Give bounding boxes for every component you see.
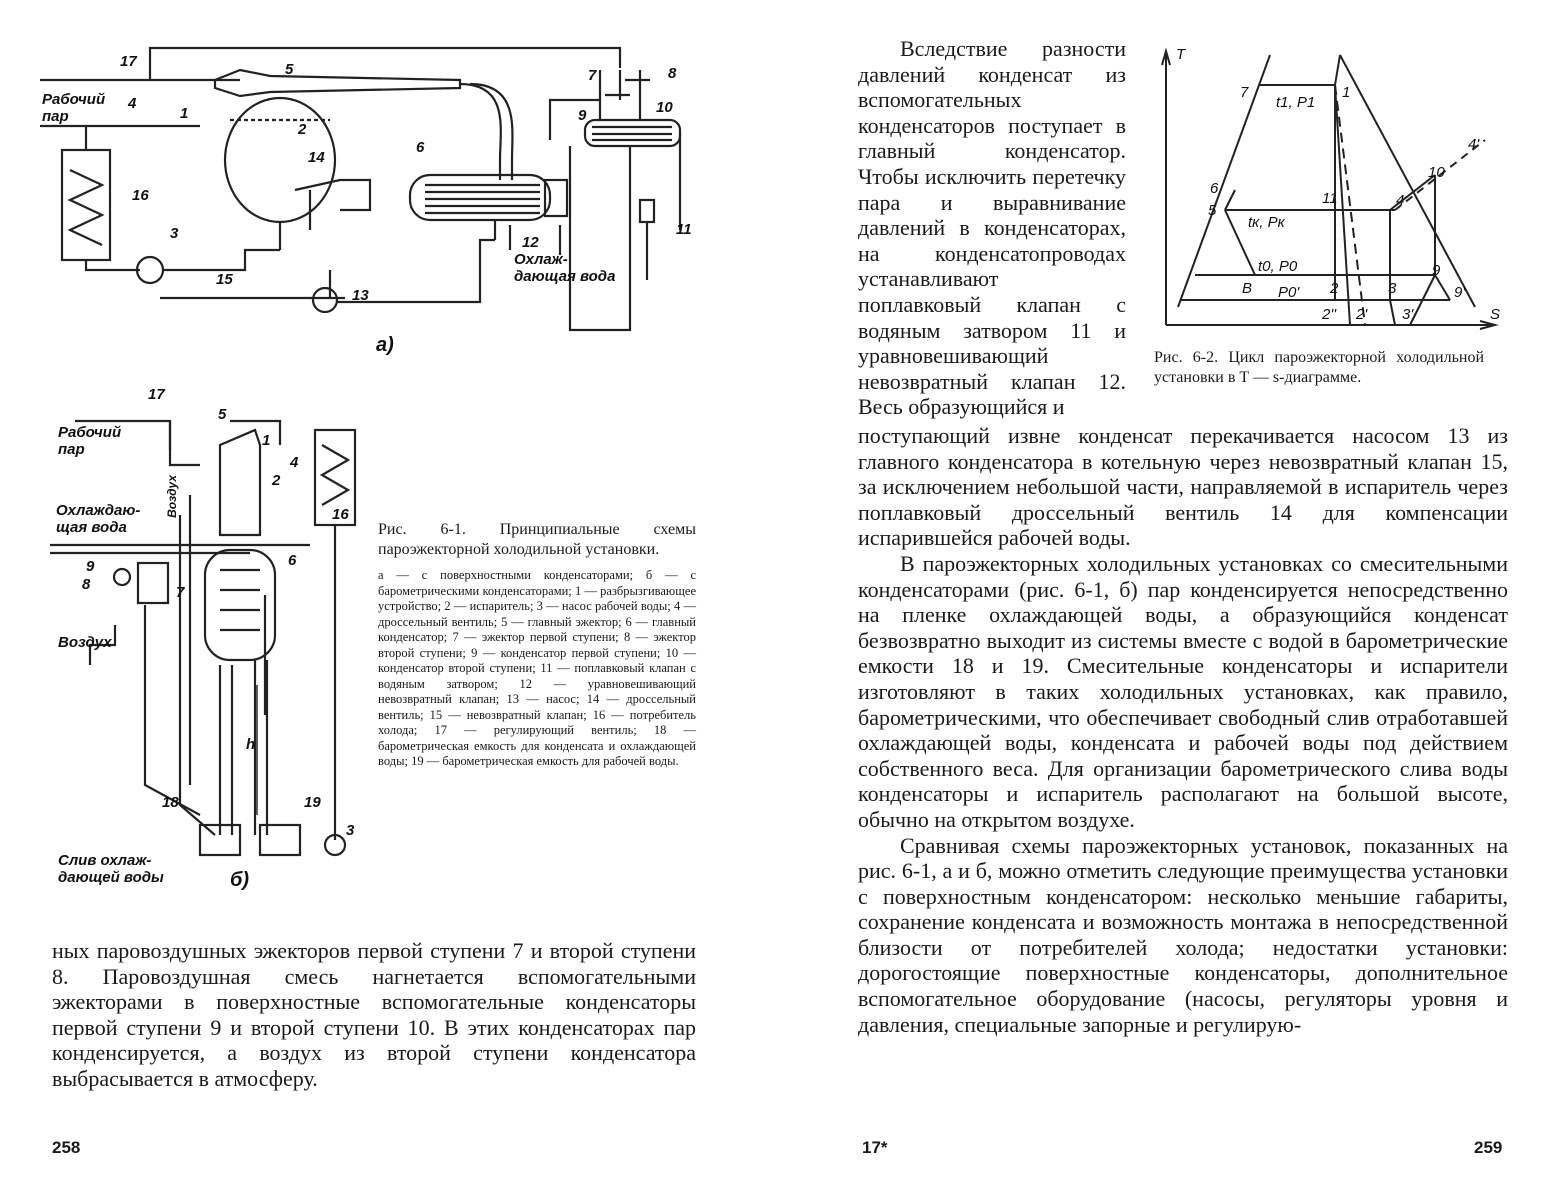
label-7: 7 — [588, 67, 597, 84]
figure-6-2-caption — [1154, 348, 1484, 388]
caption-title: Рис. 6-1. Принципиальные схемы пароэжекторной холодильной установки. — [378, 521, 696, 558]
fig2-caption-text: Рис. 6-2. Цикл пароэжекторной холодильной установки в T — s-диаграмме. — [1154, 349, 1484, 386]
figure-6-2 — [1150, 45, 1510, 345]
label-10: 10 — [656, 99, 673, 116]
ts-label-3: 3 — [1388, 280, 1397, 297]
figure-6-1a — [40, 40, 700, 370]
ts-label-P0p: P0' — [1278, 284, 1300, 301]
caption-legend: а — с поверхностными конденсаторами; б — с барометрическими конденсаторами; 1 — разбрызгивающее устройство; 2 — испаритель; 3 — насос рабочей воды; 4 — дроссельный вентиль; 5 — главный эжектор; 6 — главный конденсатор; 7 — эжектор первой ступени; 8 — эжектор второй ступени; 9 — конденсатор первой ступени; 10 — конденсатор второй ступени; 11 — поплавковый клапан с водяным затвором; 12 — уравновешивающий невозвратный клапан; 13 — насос; 14 — дроссельный вентиль; 15 — невозвратный клапан; 16 — потребитель холода; 17 — регулирующий вентиль; 18 — барометрическая емкость для конденсата и охлаждающей воды; 19 — барометрическая емкость для рабочей воды. — [378, 568, 696, 768]
b-label-6: 6 — [288, 552, 297, 569]
label-4: 4 — [128, 95, 137, 112]
left-body-text — [52, 938, 696, 1092]
page-number-right: 259 — [1474, 1138, 1503, 1157]
right-narrow-paragraph: Вследствие разности давлений конденсат из вспомогательных конденсаторов поступает в главный конденсатор. Чтобы исключить перетечку пара и выравнивание давлений в конденсаторах, на конденсатопроводах устанавливают поплавковый клапан с водяным затвором 11 и уравновешивающий невозвратный клапан 12. Весь образующийся и — [858, 36, 1126, 420]
label-11: 11 — [676, 221, 692, 238]
b-label-h: h — [246, 736, 256, 753]
label-cooling-water: Охлаж- дающая вода — [514, 251, 616, 285]
ts-label-2p: 2' — [1356, 306, 1368, 323]
label-1: 1 — [180, 105, 189, 122]
label-9: 9 — [578, 107, 587, 124]
right-full-width-text — [858, 423, 1508, 1037]
ts-label-1: 1 — [1342, 84, 1351, 101]
para3: Сравнивая схемы пароэжекторных установок, показанных на рис. 6-1, а и б, можно отметить следующие преимущества установки с поверхностным конденсатором: несколько меньшие габариты, сохранение конденсата и возможность монтажа в непосредственной близости от потребителей холода; недостатки установки: дорогостоящие поверхностные конденсаторы, дополнительное вспомогательное оборудование (насосы, регуляторы уровня и давления, специальные запорные и регулирую- — [858, 832, 1508, 1037]
left-paragraph: ных паровоздушных эжекторов первой ступени 7 и второй ступени 8. Паровоздушная смесь нагнетается вспомогательными эжекторами в поверхностные вспомогательные конденсаторы первой ступени 9 и второй ступени 10. В этих конденсаторах пар конденсируется, а воздух из второй ступени конденсатора выбрасывается в атмосферу. — [52, 938, 696, 1091]
page-number-left: 258 — [52, 1138, 81, 1157]
footer-signature-mark: 17* — [862, 1138, 888, 1157]
b-label-9: 9 — [86, 558, 95, 575]
ts-label-6: 6 — [1210, 180, 1219, 197]
label-16: 16 — [132, 187, 149, 204]
ts-label-S: S — [1490, 306, 1501, 323]
label-working-steam: Рабочий пар — [42, 91, 106, 125]
ts-label-7: 7 — [1240, 84, 1249, 101]
ts-label-t1p1: t1, P1 — [1276, 94, 1316, 111]
fig-a-tag: а) — [376, 334, 394, 356]
b-label-5: 5 — [218, 406, 227, 423]
ts-label-tkpk: tк, Pк — [1248, 214, 1285, 231]
right-column-text — [858, 36, 1126, 420]
ts-label-9p: 9' — [1454, 284, 1466, 301]
label-15: 15 — [216, 271, 233, 288]
b-label-17: 17 — [148, 386, 165, 403]
figure-6-1-caption — [378, 520, 696, 770]
ts-label-3p: 3' — [1402, 306, 1414, 323]
ts-label-10: 10 — [1428, 164, 1445, 181]
b-label-4: 4 — [290, 454, 299, 471]
b-label-3: 3 — [346, 822, 355, 839]
b-label-vozdukh: Воздух — [165, 475, 179, 518]
label-2: 2 — [298, 121, 307, 138]
ts-label-4: 4 — [1396, 192, 1405, 209]
b-label-air: Воздух — [58, 634, 112, 651]
b-label-7: 7 — [176, 584, 185, 601]
b-label-1: 1 — [262, 432, 271, 449]
ts-label-2: 2 — [1330, 280, 1339, 297]
fig-b-tag: б) — [230, 869, 250, 891]
ts-label-t0p0: t0, P0 — [1258, 258, 1298, 275]
label-14: 14 — [308, 149, 325, 166]
ts-label-T: T — [1176, 46, 1186, 63]
ts-label-9: 9 — [1432, 262, 1441, 279]
b-label-8: 8 — [82, 576, 91, 593]
label-8: 8 — [668, 65, 677, 82]
b-label-cooling-water: Охлаждаю- щая вода — [56, 502, 141, 536]
ts-label-2pp: 2'' — [1322, 306, 1337, 323]
ts-label-4p: 4' — [1468, 136, 1480, 153]
label-6: 6 — [416, 139, 425, 156]
b-label-2: 2 — [272, 472, 281, 489]
ts-label-5: 5 — [1208, 202, 1217, 219]
b-label-18: 18 — [162, 794, 179, 811]
b-label-working-steam: Рабочий пар — [58, 424, 122, 458]
label-13: 13 — [352, 287, 369, 304]
label-3: 3 — [170, 225, 179, 242]
para2: В пароэжекторных холодильных установках со смесительными конденсаторами (рис. 6-1, б) пар конденсируется непосредственно на пленке охлаждающей воды, а образующийся конденсат безвозвратно выходит из системы вместе с водой в барометрические емкости 18 и 19. Смесительные конденсаторы и испарители изготовляют в таких холодильных установках, как правило, барометрическими, что обеспечивает свободный слив отработавшей охлаждающей воды, конденсата и рабочей воды под действием собственного веса. Для организации барометрического слива воды конденсаторы и испаритель располагают на большой высоте, обычно на открытом воздухе. — [858, 550, 1508, 832]
label-5: 5 — [285, 61, 294, 78]
ts-label-11: 11 — [1322, 190, 1338, 207]
label-12: 12 — [522, 234, 539, 251]
b-label-19: 19 — [304, 794, 321, 811]
b-label-16: 16 — [332, 506, 349, 523]
para1-continuation: поступающий извне конденсат перекачивается насосом 13 из главного конденсатора в котельную через невозвратный клапан 15, за исключением небольшой части, направляемой в испаритель через поплавковый дроссельный вентиль 14 для компенсации испарившейся рабочей воды. — [858, 423, 1508, 551]
schematic-a-drawing — [40, 40, 700, 370]
b-label-drain: Слив охлаж- дающей воды — [58, 852, 164, 886]
label-17: 17 — [120, 53, 137, 70]
figure-6-1b — [50, 385, 370, 895]
ts-label-B: B — [1242, 280, 1253, 297]
